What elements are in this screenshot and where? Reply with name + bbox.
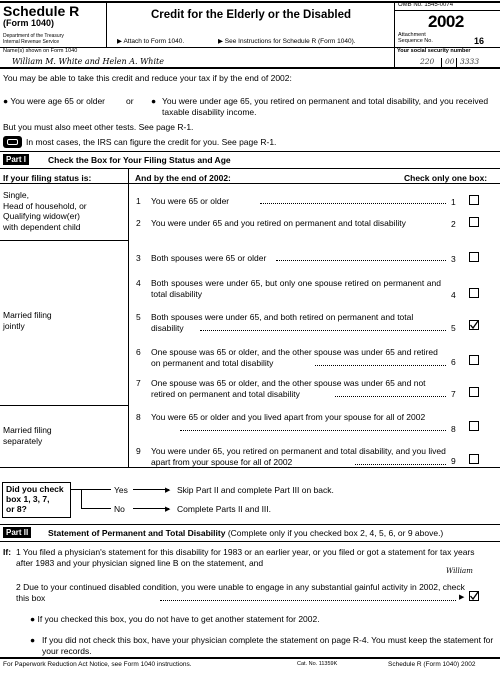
line-number: 3: [136, 253, 141, 263]
bullet-dot: ●: [151, 96, 157, 106]
part-1-lines-bottom-rule: [0, 467, 500, 468]
part-1-label: Part I: [3, 154, 29, 165]
mfj-bottom-rule: [0, 405, 128, 406]
bullet-under-65: You were under age 65, you retired on permanent and total disability, and you received taxable disability income.: [162, 96, 489, 117]
if-label: If:: [3, 547, 12, 557]
no-action: Complete Parts II and III.: [177, 504, 272, 514]
ssn-label: Your social security number: [397, 48, 471, 54]
checkbox-line-7[interactable]: [469, 387, 479, 397]
line-number-right: 5: [451, 323, 456, 333]
part-1-rule: [0, 168, 500, 169]
part-1-title: Check the Box for Your Filing Status and Age: [48, 155, 231, 165]
line-text: Both spouses were 65 or older: [151, 253, 267, 263]
dot-leader: [355, 464, 446, 465]
single-bottom-rule: [0, 240, 128, 241]
yes-action: Skip Part II and complete Part III on back.: [177, 485, 334, 495]
arrow-icon: ▶: [459, 594, 465, 601]
taxpayer-names[interactable]: William M. White and Helen A. White: [12, 57, 164, 66]
no-arrowhead-icon: ▶: [165, 506, 171, 513]
or-text: or: [126, 96, 134, 106]
checkbox-line-5[interactable]: [469, 320, 479, 330]
line-text: Both spouses were under 65, and both retired on permanent and total disability: [151, 312, 414, 333]
status-single: Single, Head of household, or Qualifying widow(er) with dependent child: [3, 190, 87, 232]
part-2-heading: [48, 528, 443, 538]
dot-leader: [200, 330, 446, 331]
schedule-title: Schedule R: [3, 3, 80, 19]
col-filing-status: If your filing status is:: [3, 173, 92, 183]
col-end-2002: And by the end of 2002:: [135, 173, 231, 183]
no-label: No: [114, 504, 125, 514]
line-number-right: 9: [451, 456, 456, 466]
omb-rule: [394, 10, 500, 11]
line-text: You were under 65, you retired on permanent and total disability, and you lived apart from your spouse for all of 2002: [151, 446, 446, 467]
bullet-not-checked: If you did not check this box, have your physician complete the statement on page R-4. You must keep the statement for your records.: [42, 635, 494, 656]
no-line: [81, 508, 111, 509]
tax-year: 2002: [428, 12, 464, 31]
status-column-divider: [128, 168, 129, 467]
main-title: Credit for the Elderly or the Disabled: [150, 9, 351, 21]
ssn-divider: [394, 47, 395, 68]
yes-line: [81, 489, 111, 490]
line-number: 1: [136, 196, 141, 206]
bullet-dot-2: ●: [30, 635, 36, 645]
form-ref: (Form 1040): [3, 18, 55, 28]
checkbox-line-4[interactable]: [469, 288, 479, 298]
line-text: Both spouses were under 65, but only one spouse retired on permanent and total disability: [151, 278, 441, 299]
line-text: One spouse was 65 or older, and the other spouse was under 65 and retired on permanent and total disability: [151, 347, 438, 368]
footer-paperwork: For Paperwork Reduction Act Notice, see Form 1040 instructions.: [3, 661, 192, 668]
line-text: You were under 65 and you retired on permanent and total disability: [151, 218, 406, 228]
line-number: 8: [136, 412, 141, 422]
status-mfj: Married filing jointly: [3, 310, 52, 331]
part-2-label: Part II: [3, 527, 31, 538]
header-divider-right: [394, 1, 395, 47]
checkbox-line-8[interactable]: [469, 421, 479, 431]
checkbox-line-6[interactable]: [469, 355, 479, 365]
part-2-title: Statement of Permanent and Total Disability: [48, 528, 226, 538]
instructions-note: ▶ See Instructions for Schedule R (Form 1040).: [218, 38, 356, 45]
dot-leader: [315, 365, 446, 366]
line-number-right: 3: [451, 254, 456, 264]
line-number-right: 7: [451, 389, 456, 399]
footer-form: Schedule R (Form 1040) 2002: [388, 661, 476, 668]
line-number: 7: [136, 378, 141, 388]
col-header-rule: [0, 183, 500, 184]
checkbox-line-1[interactable]: [469, 195, 479, 205]
dot-leader: [180, 430, 446, 431]
other-tests: But you must also meet other tests. See page R-1.: [3, 122, 194, 132]
ssn-part-3: 3333: [460, 57, 480, 66]
ssn-part-1: 220: [420, 57, 435, 66]
yes-arrowhead-icon: ▶: [165, 487, 171, 494]
line-number-right: 2: [451, 219, 456, 229]
line-number: 4: [136, 278, 141, 288]
ssn-sep-2: [456, 58, 457, 67]
dot-leader: [260, 203, 446, 204]
line-number-right: 6: [451, 357, 456, 367]
checkbox-line-9[interactable]: [469, 454, 479, 464]
line-number-right: 1: [451, 197, 456, 207]
bullet-65-older-text: You were age 65 or older: [10, 96, 106, 106]
attachment-label: Attachment Sequence No.: [398, 32, 433, 44]
line-number: 9: [136, 446, 141, 456]
line-number: 6: [136, 347, 141, 357]
part-2-subtitle: (Complete only if you checked box 2, 4, 5, 6, or 9 above.): [227, 528, 444, 538]
checkbox-line-2[interactable]: [469, 217, 479, 227]
check-mark-icon: [469, 591, 479, 601]
ssn-sep-1: [441, 58, 442, 67]
question-box: Did you check box 1, 3, 7, or 8?: [2, 482, 71, 518]
line-number: 2: [136, 218, 141, 228]
branch-stem: [71, 489, 81, 490]
line-number-right: 8: [451, 424, 456, 434]
branch-vertical: [81, 489, 82, 508]
intro-line: You may be able to take this credit and reduce your tax if by the end of 2002:: [3, 73, 292, 83]
agency: Department of the Treasury Internal Revenue Service: [3, 33, 64, 45]
names-label: Name(s) shown on Form 1040: [3, 48, 78, 54]
bullet-65-older: ● You were age 65 or older: [3, 96, 106, 106]
bullet-checked-text: If you checked this box, you do not have to get another statement for 2002.: [37, 614, 320, 624]
col-check-one: Check only one box:: [404, 173, 488, 183]
checkbox-continued-disability[interactable]: [469, 591, 479, 601]
checkbox-line-3[interactable]: [469, 252, 479, 262]
part-2-item-2: 2 Due to your continued disabled condition, you were unable to engage in any substantial gainful activity in 2002, check this box: [16, 582, 465, 603]
line-text: You were 65 or older and you lived apart from your spouse for all of 2002: [151, 412, 426, 422]
yes-label: Yes: [114, 485, 128, 495]
irs-note: In most cases, the IRS can figure the credit for you. See page R-1.: [26, 137, 277, 147]
dot-leader: [276, 260, 446, 261]
dot-leader: [160, 600, 456, 601]
line-text: One spouse was 65 or older, and the other spouse was under 65 and not retired on permanent and total disability: [151, 378, 426, 399]
names-bottom-rule: [0, 67, 500, 69]
status-mfs: Married filing separately: [3, 425, 52, 446]
yes-arrow: [133, 489, 169, 490]
irs-icon: [3, 136, 22, 148]
footer-cat: Cat. No. 11359K: [297, 661, 338, 667]
line-number-right: 4: [451, 290, 456, 300]
line-text: You were 65 or older: [151, 196, 230, 206]
ssn-part-2: 00: [445, 57, 455, 66]
bullet-checked: ● If you checked this box, you do not have to get another statement for 2002.: [30, 614, 320, 624]
part-2-item-1: 1 You filed a physician's statement for this disability for 1983 or an earlier year, or you filed or got a statement for tax years after 1983 and your physician signed line B on the statement, and: [16, 547, 475, 568]
part-2-rule: [0, 541, 500, 542]
no-arrow: [133, 508, 169, 509]
dot-leader: [335, 396, 446, 397]
header-divider-left: [106, 1, 107, 47]
part-1-bottom-rule: [0, 524, 500, 525]
intro-bottom-rule: [0, 151, 500, 152]
handwritten-name: William: [446, 567, 473, 575]
attach-note: ▶ Attach to Form 1040.: [117, 38, 185, 45]
footer-rule: [0, 657, 500, 659]
omb-number: OMB No. 1545-0074: [398, 2, 454, 8]
check-mark-icon: [469, 320, 479, 330]
sequence-number: 16: [474, 36, 485, 46]
line-number: 5: [136, 312, 141, 322]
